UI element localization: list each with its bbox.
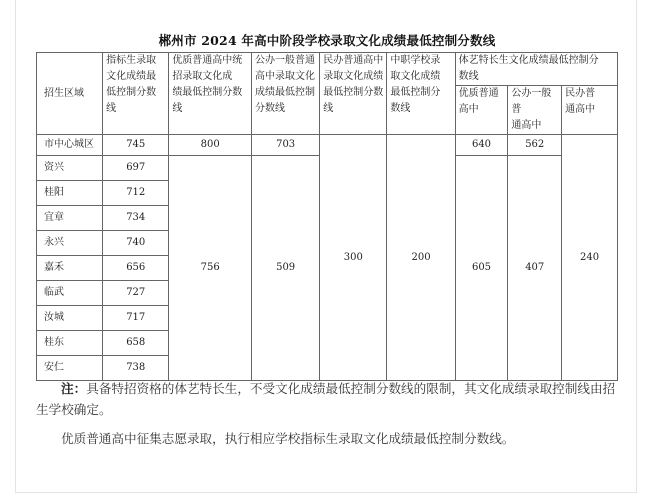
private-general-score: 300 <box>320 135 387 381</box>
indicator-score: 717 <box>103 306 169 331</box>
note-text-2: 优质普通高中征集志愿录取，执行相应学校指标生录取文化成绩最低控制分数线。 <box>61 431 515 446</box>
public-general-score-others: 509 <box>252 156 320 381</box>
header-arts-quality: 优质普通 高中 <box>455 86 508 135</box>
note-paragraph-2 <box>36 428 618 449</box>
note-paragraph-1 <box>36 378 618 420</box>
table-title: 郴州市 2024 年高中阶段学校录取文化成绩最低控制分数线 <box>158 33 496 48</box>
header-private-general: 民办普通高中 录取文化成绩 最低控制分数 线 <box>320 53 387 135</box>
header-arts-group: 体艺特长生文化成绩最低控制分 数线 <box>455 53 617 86</box>
region-cell: 宜章 <box>37 206 103 231</box>
indicator-score: 738 <box>103 356 169 381</box>
public-general-score-center: 703 <box>252 135 320 156</box>
region-cell: 桂阳 <box>37 181 103 206</box>
score-table <box>36 52 618 381</box>
region-cell: 永兴 <box>37 231 103 256</box>
indicator-score: 656 <box>103 256 169 281</box>
arts-quality-score-center: 640 <box>455 135 508 156</box>
header-indicator: 指标生录取 文化成绩最 低控制分数 线 <box>103 53 169 135</box>
arts-public-score-center: 562 <box>508 135 562 156</box>
arts-quality-score-others: 605 <box>455 156 508 381</box>
arts-public-score-others: 407 <box>508 156 562 381</box>
header-vocational: 中职学校录 取文化成绩 最低控制分 数线 <box>387 53 455 135</box>
indicator-score: 734 <box>103 206 169 231</box>
vocational-score: 200 <box>387 135 455 381</box>
header-quality: 优质普通高中统 招录取文化成 绩最低控制分数 线 <box>169 53 252 135</box>
header-arts-private: 民办普 通高中 <box>562 86 618 135</box>
region-cell: 汝城 <box>37 306 103 331</box>
header-public-general: 公办一般普通 高中录取文化 成绩最低控制 分数线 <box>252 53 320 135</box>
notes-section <box>36 378 618 457</box>
indicator-score: 658 <box>103 331 169 356</box>
quality-score-others: 756 <box>169 156 252 381</box>
indicator-score: 740 <box>103 231 169 256</box>
quality-score-center: 800 <box>169 135 252 156</box>
indicator-score: 697 <box>103 156 169 181</box>
region-cell: 桂东 <box>37 331 103 356</box>
region-cell: 资兴 <box>37 156 103 181</box>
region-cell: 嘉禾 <box>37 256 103 281</box>
region-cell: 临武 <box>37 281 103 306</box>
header-region: 招生区域 <box>37 53 103 135</box>
indicator-score: 745 <box>103 135 169 156</box>
note-text-1: 具备特招资格的体艺特长生，不受文化成绩最低控制分数线的限制，其文化成绩录取控制线由招生学校确定。 <box>36 381 616 417</box>
header-arts-public: 公办一般普 通高中 <box>508 86 562 135</box>
arts-private-score: 240 <box>562 135 618 381</box>
indicator-score: 712 <box>103 181 169 206</box>
region-cell: 市中心城区 <box>37 135 103 156</box>
region-cell: 安仁 <box>37 356 103 381</box>
indicator-score: 727 <box>103 281 169 306</box>
note-label: 注： <box>61 381 87 396</box>
